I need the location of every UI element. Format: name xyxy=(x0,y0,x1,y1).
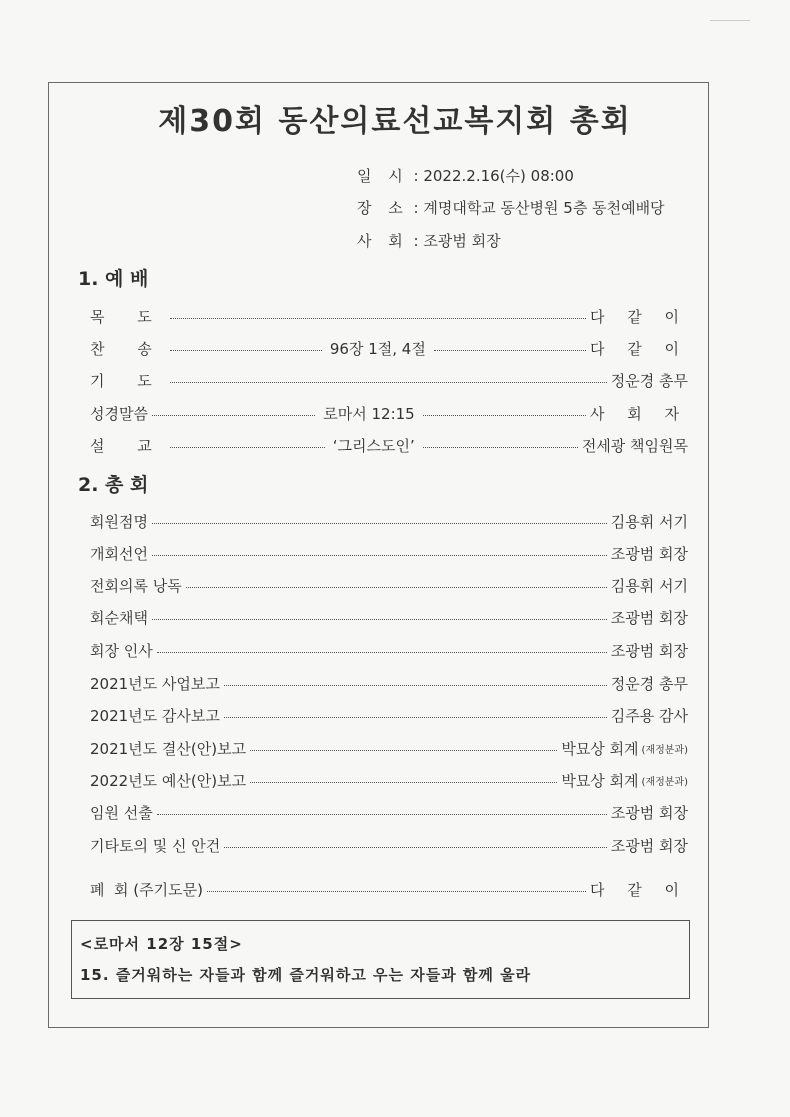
worship-row xyxy=(90,402,688,424)
page-title: 제30회 동산의료선교복지회 총회 xyxy=(158,104,632,139)
row-leader: 조광범 회장 xyxy=(610,836,688,855)
row-label: 전회의록 낭독 xyxy=(90,576,182,595)
leader-dots xyxy=(224,847,607,848)
assembly-row xyxy=(90,606,688,628)
row-leader: 정운경 총무 xyxy=(610,371,688,390)
assembly-row xyxy=(90,704,688,726)
row-label: 찬 송 xyxy=(90,339,166,358)
leader-dots xyxy=(170,318,586,319)
row-leader: 김용휘 서기 xyxy=(610,576,688,595)
info-key: 사 회 xyxy=(357,232,409,250)
row-leader: 박묘상 회계 xyxy=(561,771,639,790)
leader-dots xyxy=(170,382,607,383)
leader-dots xyxy=(434,350,586,351)
row-detail: 96장 1절, 4절 xyxy=(329,339,426,358)
leader-dots xyxy=(152,415,315,416)
info-key: 장 소 xyxy=(357,199,409,217)
row-leader: 조광범 회장 xyxy=(610,608,688,627)
row-label: 성경말씀 xyxy=(90,404,148,423)
leader-dots xyxy=(152,555,607,556)
row-label: 설 교 xyxy=(90,436,166,455)
worship-row xyxy=(90,305,688,327)
leader-dots xyxy=(152,619,607,620)
row-leader: 박묘상 회계 xyxy=(561,739,639,758)
row-label: 기 도 xyxy=(90,371,166,390)
assembly-row xyxy=(90,510,688,532)
leader-dots xyxy=(423,447,578,448)
leader-dots xyxy=(186,587,607,588)
row-label: 폐 회 (주기도문) xyxy=(90,880,203,899)
row-note: (재정분과) xyxy=(641,776,688,788)
leader-dots xyxy=(170,350,322,351)
leader-dots xyxy=(157,814,607,815)
verse-text: 15. 즐거워하는 자들과 함께 즐거워하고 우는 자들과 함께 울라 xyxy=(80,966,532,984)
row-leader: 김용휘 서기 xyxy=(610,512,688,531)
info-location: 장 소 : 계명대학교 동산병원 5층 동천예배당 xyxy=(357,199,665,217)
info-value: 조광범 회장 xyxy=(423,232,501,250)
info-datetime: 일 시 : 2022.2.16(수) 08:00 xyxy=(357,167,574,185)
row-label: 임원 선출 xyxy=(90,803,153,822)
leader-dots xyxy=(250,750,557,751)
leader-dots xyxy=(152,523,607,524)
leader-dots xyxy=(224,717,607,718)
row-leader: 전세광 책임원목 xyxy=(581,436,689,455)
row-leader: 다 같 이 xyxy=(589,307,688,326)
row-leader: 김주용 감사 xyxy=(610,706,688,725)
worship-row xyxy=(90,434,688,456)
row-leader: 다 같 이 xyxy=(589,880,688,899)
leader-dots xyxy=(224,685,607,686)
assembly-row xyxy=(90,801,688,823)
leader-dots xyxy=(157,652,607,653)
row-label: 2021년도 사업보고 xyxy=(90,674,220,693)
scan-artifact-line xyxy=(710,20,750,21)
assembly-row xyxy=(90,737,688,759)
section-heading-assembly: 2. 총 회 xyxy=(78,474,149,496)
row-label: 2021년도 감사보고 xyxy=(90,706,220,725)
row-label: 기타토의 및 신 안건 xyxy=(90,836,221,855)
section-heading-worship: 1. 예 배 xyxy=(78,268,149,290)
row-leader: 조광범 회장 xyxy=(610,544,688,563)
row-detail: ‘그리스도인’ xyxy=(332,436,415,455)
verse-reference: <로마서 12장 15절> xyxy=(80,935,243,953)
row-label: 2021년도 결산(안)보고 xyxy=(90,739,247,758)
row-label: 회장 인사 xyxy=(90,641,153,660)
row-label: 2022년도 예산(안)보고 xyxy=(90,771,247,790)
row-label: 개회선언 xyxy=(90,544,148,563)
verse-box xyxy=(71,920,690,999)
row-detail: 로마서 12:15 xyxy=(323,404,415,423)
assembly-row xyxy=(90,542,688,564)
assembly-row xyxy=(90,672,688,694)
info-moderator: 사 회 : 조광범 회장 xyxy=(357,232,501,250)
row-label: 목 도 xyxy=(90,307,166,326)
row-leader: 정운경 총무 xyxy=(610,674,688,693)
row-label: 회원점명 xyxy=(90,512,148,531)
leader-dots xyxy=(207,891,586,892)
row-note: (재정분과) xyxy=(641,744,688,756)
assembly-row xyxy=(90,574,688,596)
assembly-row xyxy=(90,834,688,856)
row-leader: 사 회 자 xyxy=(590,404,689,423)
closing-row xyxy=(90,878,688,900)
row-leader: 조광범 회장 xyxy=(610,803,688,822)
row-leader: 다 같 이 xyxy=(589,339,688,358)
leader-dots xyxy=(250,782,557,783)
leader-dots xyxy=(423,415,586,416)
info-key: 일 시 xyxy=(357,167,409,185)
info-value: 계명대학교 동산병원 5층 동천예배당 xyxy=(423,199,665,217)
assembly-row xyxy=(90,769,688,791)
worship-row xyxy=(90,369,688,391)
worship-row xyxy=(90,337,688,359)
info-value: 2022.2.16(수) 08:00 xyxy=(423,167,574,185)
row-label: 회순채택 xyxy=(90,608,148,627)
row-leader: 조광범 회장 xyxy=(610,641,688,660)
leader-dots xyxy=(170,447,325,448)
assembly-row xyxy=(90,639,688,661)
